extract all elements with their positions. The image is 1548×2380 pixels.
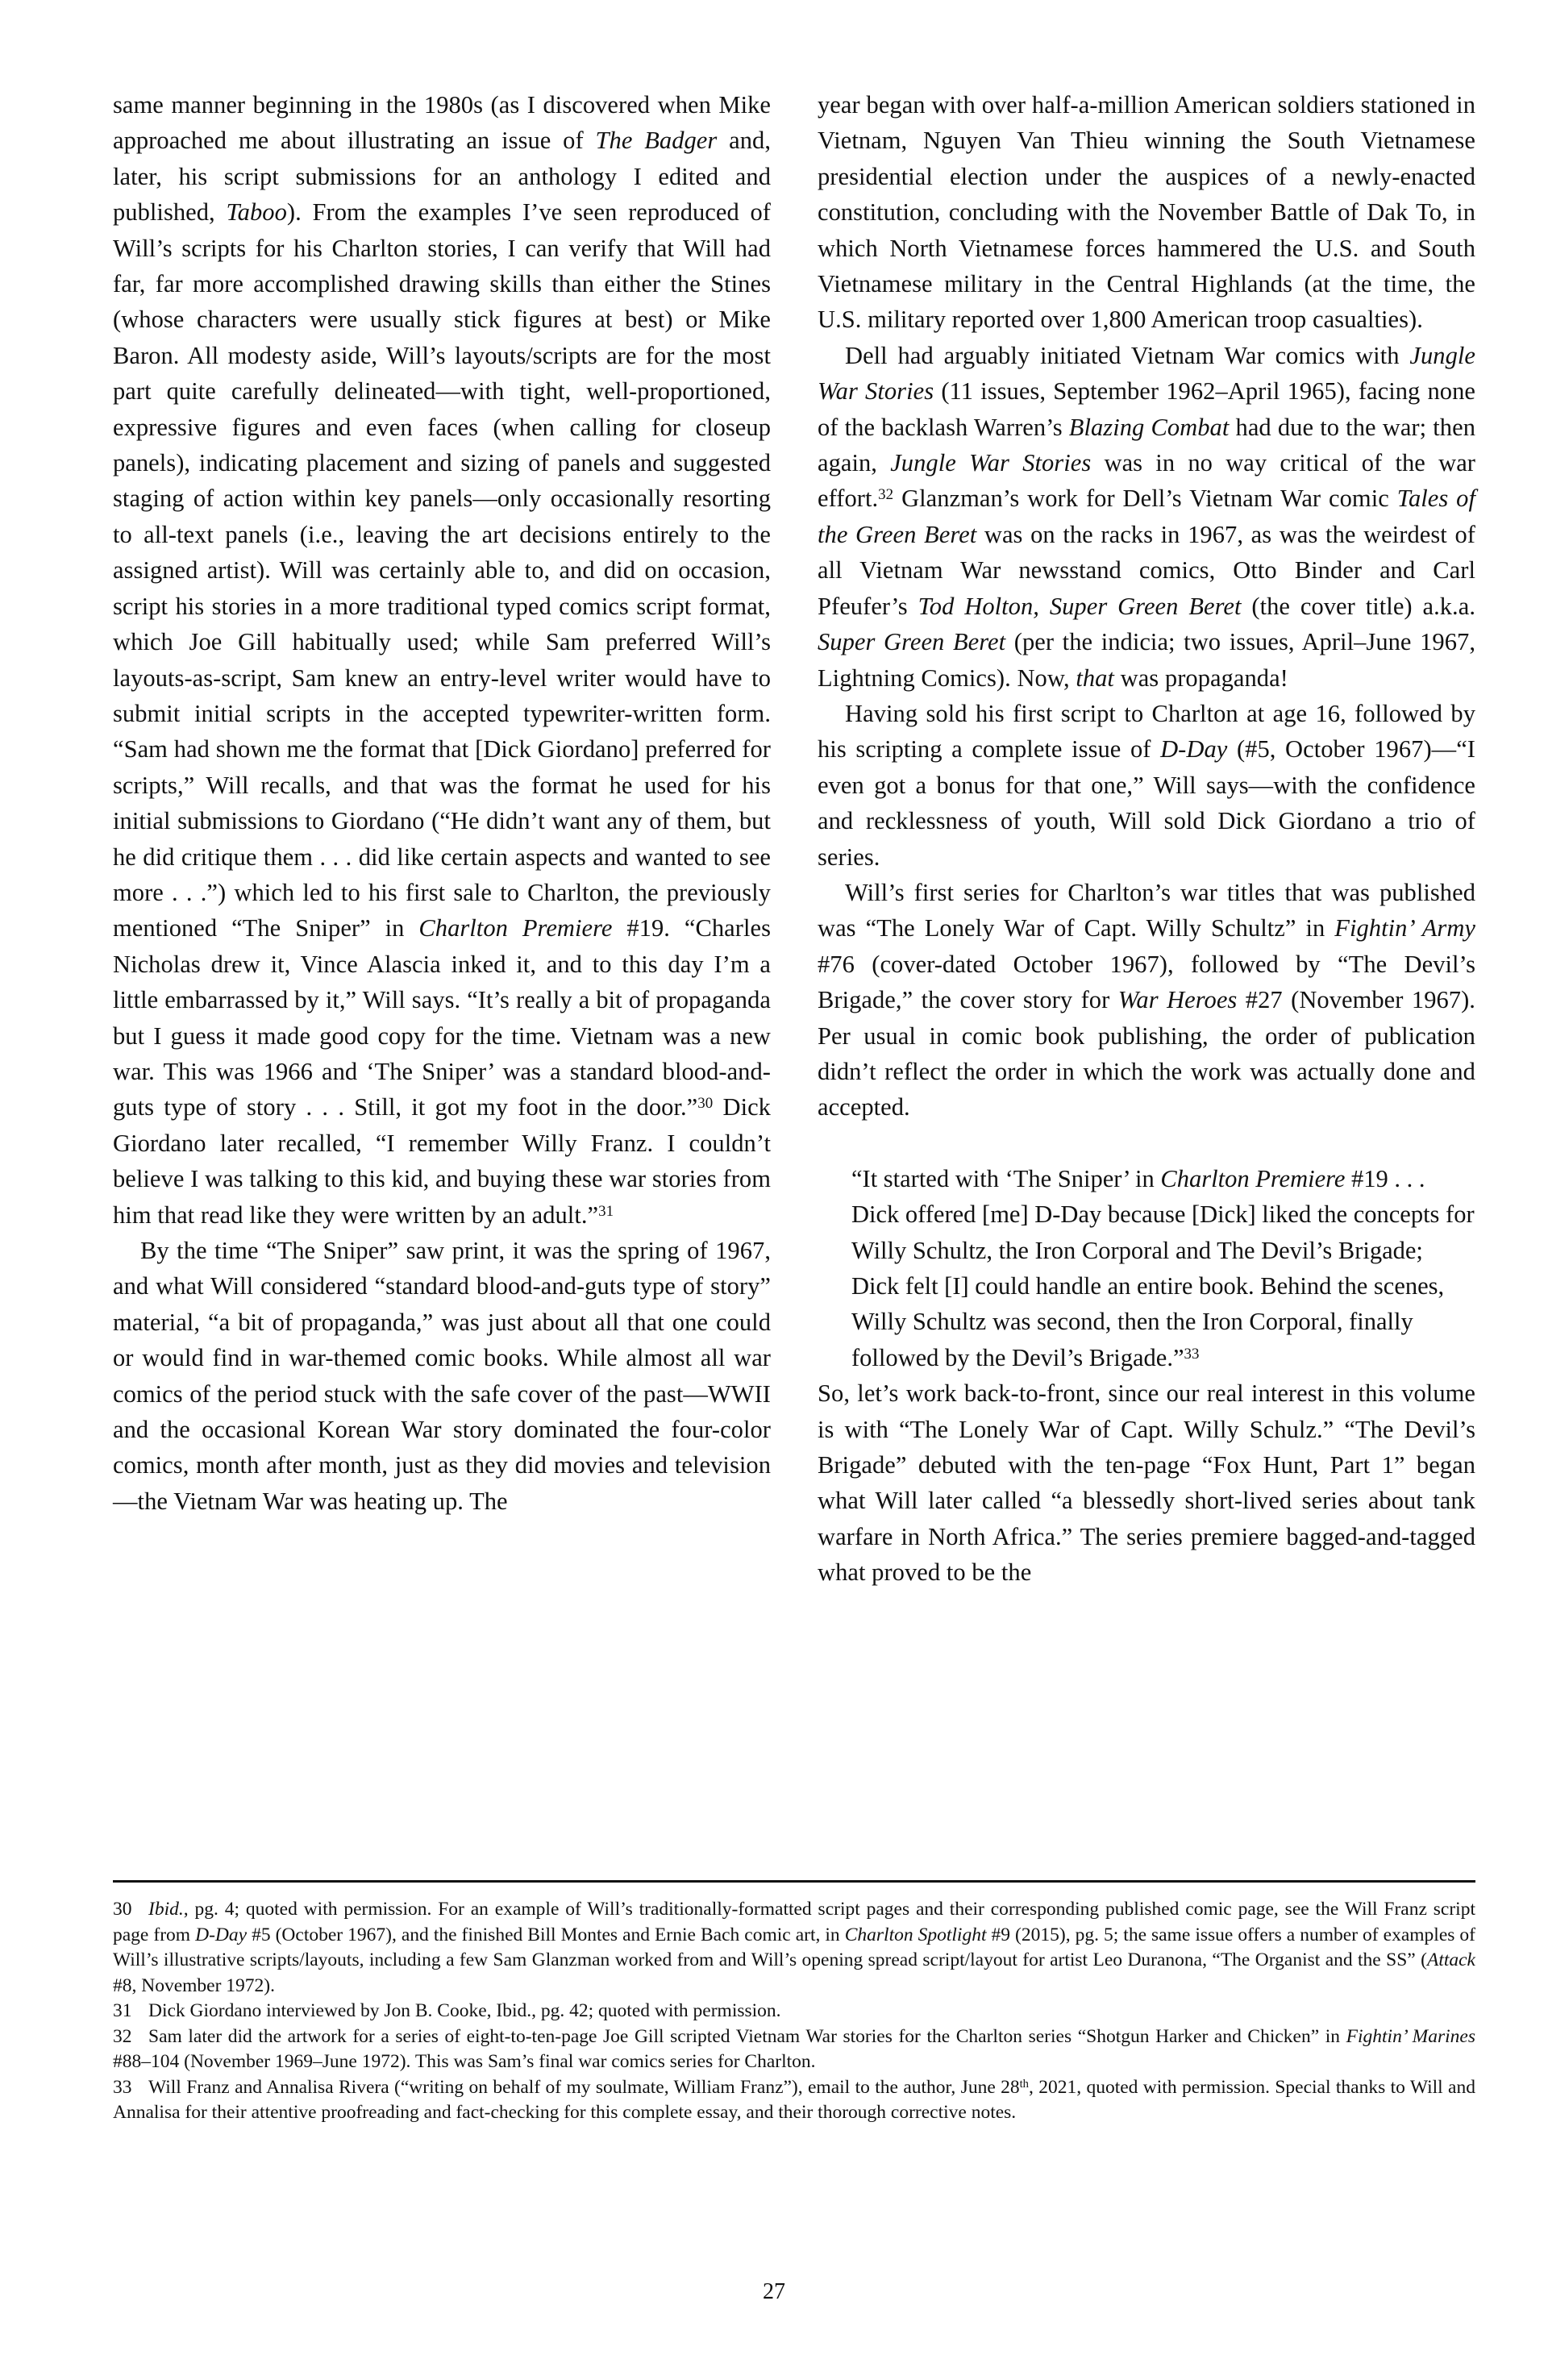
italic-title: that	[1076, 664, 1114, 692]
italic-title: Fightin’ Marines	[1346, 2025, 1475, 2047]
footnote-marker[interactable]: 31	[598, 1202, 614, 1220]
italic-title: Tales of the Green Beret	[818, 485, 1476, 548]
footnote-number: 31	[113, 2000, 132, 2021]
footnote-list	[113, 1897, 1475, 2126]
italic-title: Ibid.	[148, 1899, 184, 1920]
left-column-paragraphs	[113, 87, 771, 1519]
italic-title: Tod Holton, Super Green Beret	[918, 592, 1242, 620]
italic-title: Jungle War Stories	[890, 449, 1092, 477]
footnote-item: 32 Sam later did the artwork for a series of eight-to-ten-page Joe Gill scripted Vietnam War stories for the Charlton series “Shotgun Harker and Chicken” in Fightin’ Marines #88–104 (November 1969–June 1972). This was Sam’s final war comics series for Charlton.	[113, 2025, 1475, 2072]
right-column	[818, 87, 1475, 1591]
two-column-body	[113, 87, 1475, 1591]
page-number: 27	[763, 2279, 785, 2304]
footnote-marker[interactable]: th	[1019, 2077, 1029, 2091]
italic-title: D-Day	[195, 1924, 248, 1945]
italic-title: Taboo	[226, 198, 287, 227]
footnote-item: 30 Ibid., pg. 4; quoted with permission. For an example of Will’s traditionally-formatted script pages and their corresponding published comic page, see the Will Franz script page from D-Day #5 (October 1967), and the finished Bill Montes and Ernie Bach comic art, in Charlton Spotlight #9 (2015), pg. 5; the same issue offers a number of examples of Will’s illustrative scripts/layouts, including a few Sam Glanzman worked from and Will’s opening spread script/layout for artist Leo Duranona, “The Organist and the SS” (Attack #8, November 1972).	[113, 1899, 1475, 1996]
body-paragraph: By the time “The Sniper” saw print, it was the spring of 1967, and what Will considered “standard blood-and-guts type of story” material, “a bit of propaganda,” was just about all that one could or would find in war-themed comic books. While almost all war comics of the period stuck with the safe cover of the past—WWII and the occasional Korean War story dominated the four-color comics, month after month, just as they did movies and television—the Vietnam War was heating up. The	[113, 1237, 771, 1515]
paragraph-after-quote: So, let’s work back-to-front, since our real interest in this volume is with “The Lonely War of Capt. Willy Schulz.” “The Devil’s Brigade” debuted with the ten-page “Fox Hunt, Part 1” began what Will later called “a blessedly short-lived series about tank warfare in North Africa.” The series premiere bagged-and-tagged what proved to be the	[818, 1379, 1475, 1587]
footnote-number: 30	[113, 1899, 132, 1920]
body-paragraph: Dell had arguably initiated Vietnam War comics with Jungle War Stories (11 issues, September 1962–April 1965), facing none of the backlash Warren’s Blazing Combat had due to the war; then again, Jungle War Stories was in no way critical of the war effort.$^{32}$ Glanzman’s work for Dell’s Vietnam War comic Tales of the Green Beret was on the racks in 1967, as was the weirdest of all Vietnam War newsstand comics, Otto Binder and Carl Pfeufer’s Tod Holton, Super Green Beret (the cover title) a.k.a. Super Green Beret (per the indicia; two issues, April–June 1967, Lightning Comics). Now, that was propaganda!	[818, 341, 1476, 692]
right-column-paragraphs	[818, 87, 1475, 1126]
footnote-marker[interactable]: 30	[697, 1095, 714, 1113]
footnote-separator-rule	[113, 1880, 1475, 1883]
italic-title: D-Day	[1160, 735, 1228, 764]
pull-quote-text: “It started with ‘The Sniper’ in Charlton Premiere #19 . . . Dick offered [me] D-Day because [Dick] liked the concepts for Willy Schultz, the Iron Corporal and The Devil’s Brigade; Dick felt [I] could handle an entire book. Behind the scenes, Willy Schultz was second, then the Iron Corporal, finally followed by the Devil’s Brigade.”$^{33}$	[851, 1164, 1475, 1371]
footnote-item: 33 Will Franz and Annalisa Rivera (“writing on behalf of my soulmate, William Franz”), email to the author, June 28th, 2021, quoted with permission. Special thanks to Will and Annalisa for their attentive proofreading and fact-checking for this complete essay, and their thorough corrective notes.	[113, 2076, 1475, 2123]
italic-title: Fightin’ Army	[1334, 914, 1475, 942]
footnote-number: 33	[113, 2076, 132, 2098]
footnote-item: 31 Dick Giordano interviewed by Jon B. Cooke, Ibid., pg. 42; quoted with permission.	[113, 1999, 1475, 2024]
footnote-number: 32	[113, 2025, 132, 2047]
pull-quote	[818, 1161, 1475, 1375]
body-paragraph: year began with over half-a-million American soldiers stationed in Vietnam, Nguyen Van Thieu winning the South Vietnamese presidential election under the auspices of a newly-enacted constitution, concluding with the November Battle of Dak To, in which North Vietnamese forces hammered the U.S. and South Vietnamese military in the Central Highlands (at the time, the U.S. military reported over 1,800 American troop casualties).	[818, 91, 1475, 334]
italic-title: The Badger	[595, 127, 718, 155]
italic-title: Blazing Combat	[1068, 413, 1230, 441]
italic-title: Super Green Beret	[818, 628, 1006, 656]
body-paragraph: same manner beginning in the 1980s (as I discovered when Mike approached me about illustrating an issue of The Badger and, later, his script submissions for an anthology I edited and published, Taboo). From the examples I’ve seen reproduced of Will’s scripts for his Charlton stories, I can verify that Will had far, far more accomplished drawing skills than either the Stines (whose characters were usually stick figures at best) or Mike Baron. All modesty aside, Will’s layouts/scripts are for the most part quite carefully delineated—with tight, well-proportioned, expressive figures and even faces (when calling for closeup panels), indicating placement and sizing of panels and suggested staging of action within key panels—only occasionally resorting to all-text panels (i.e., leaving the art decisions entirely to the assigned artist). Will was certainly able to, and did on occasion, script his stories in a more traditional typed comics script format, which Joe Gill habitually used; while Sam preferred Will’s layouts-as-script, Sam knew an entry-level writer would have to submit initial scripts in the accepted typewriter-written form. “Sam had shown me the format that [Dick Giordano] preferred for scripts,” Will recalls, and that was the format he used for his initial submissions to Giordano (“He didn’t want any of them, but he did critique them . . . did like certain aspects and wanted to see more . . .”) which led to his first sale to Charlton, the previously mentioned “The Sniper” in Charlton Premiere #19. “Charles Nicholas drew it, Vince Alascia inked it, and to this day I’m a little embarrassed by it,” Will says. “It’s really a bit of propaganda but I guess it made good copy for the time. Vietnam was a new war. This was 1966 and ‘The Sniper’ was a standard blood-and-guts type of story . . . Still, it got my foot in the door.”$^{30}$ Dick Giordano later recalled, “I remember Willy Franz. I couldn’t believe I was talking to this kid, and buying these war stories from him that read like they were written by an adult.”$^{31}$	[113, 91, 772, 1229]
footnote-marker[interactable]: 33	[1184, 1345, 1200, 1363]
italic-title: War Heroes	[1117, 986, 1238, 1014]
italic-title: Jungle War Stories	[818, 341, 1475, 406]
footnote-marker[interactable]: 32	[878, 486, 894, 504]
italic-title: Charlton Premiere	[1160, 1164, 1346, 1192]
left-column	[113, 87, 771, 1519]
body-paragraph: Having sold his first script to Charlton at age 16, followed by his scripting a complete issue of D-Day (#5, October 1967)—“I even got a bonus for that one,” Will says—with the confidence and recklessness of youth, Will sold Dick Giordano a trio of series.	[818, 699, 1475, 871]
italic-title: Charlton Premiere	[418, 914, 613, 942]
body-paragraph: Will’s first series for Charlton’s war titles that was published was “The Lonely War of Capt. Willy Schultz” in Fightin’ Army #76 (cover-dated October 1967), followed by “The Devil’s Brigade,” the cover story for War Heroes #27 (November 1967). Per usual in comic book publishing, the order of publication didn’t reflect the order in which the work was actually done and accepted.	[818, 878, 1475, 1121]
footnotes-section	[113, 1880, 1475, 2126]
italic-title: Attack	[1426, 1949, 1475, 1970]
italic-title: Charlton Spotlight	[844, 1924, 987, 1945]
